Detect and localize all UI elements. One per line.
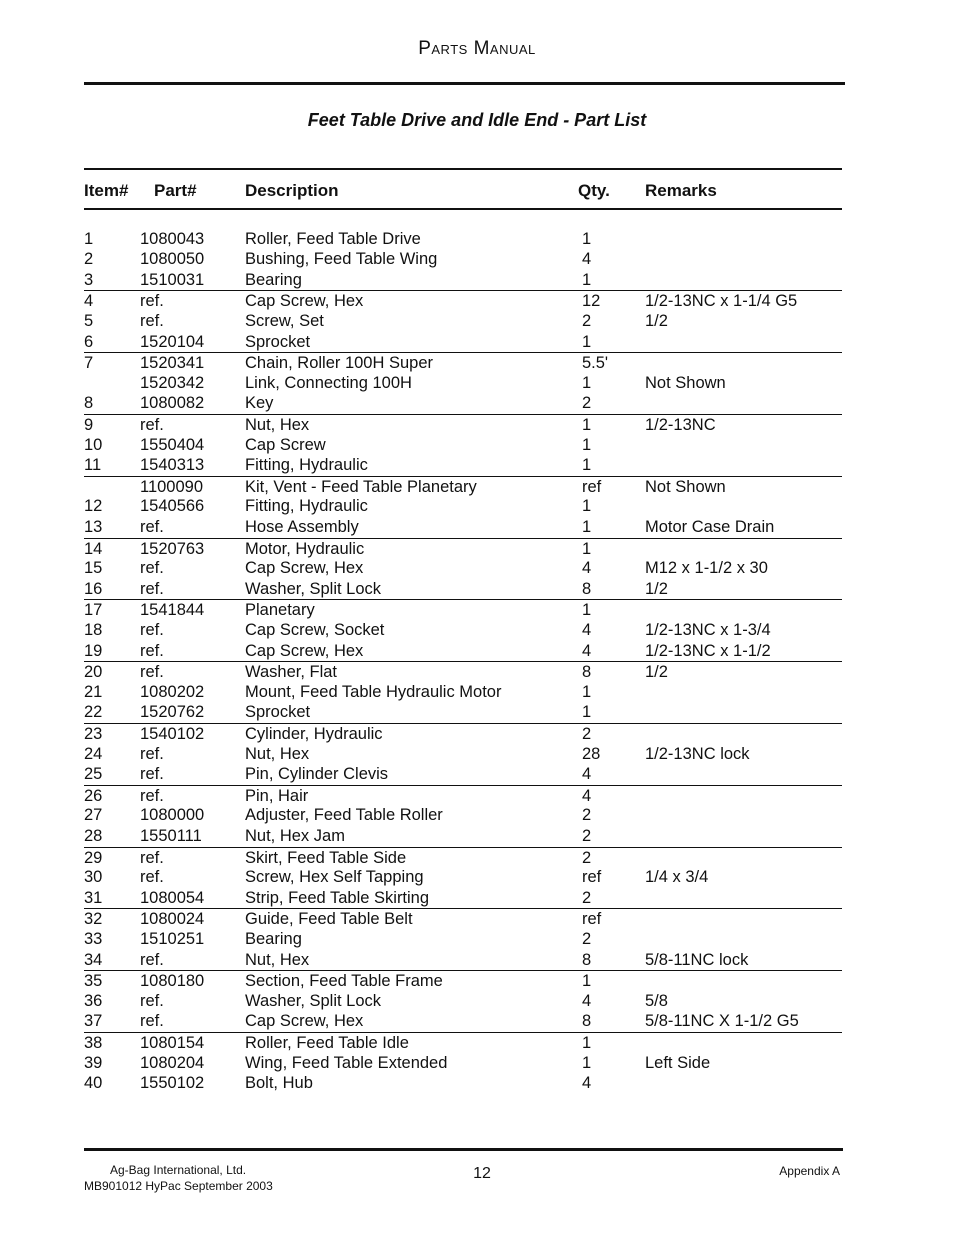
page-number: 12 — [473, 1165, 491, 1182]
cell-description: Sprocket — [245, 332, 311, 351]
cell-quantity: ref — [582, 910, 602, 929]
table-row — [84, 908, 842, 930]
cell-quantity: 12 — [582, 292, 601, 311]
cell-part-number: 1540566 — [140, 497, 205, 516]
table-row — [84, 311, 842, 332]
cell-part-number: ref. — [140, 765, 164, 784]
cell-part-number: 1080202 — [140, 682, 205, 701]
cell-part-number: ref. — [140, 848, 164, 867]
cell-item-number: 1 — [84, 229, 94, 248]
cell-part-number: 1520104 — [140, 332, 205, 351]
cell-part-number: ref. — [140, 744, 164, 763]
cell-description: Cap Screw — [245, 435, 326, 454]
table-row — [84, 929, 842, 950]
cell-description: Nut, Hex — [245, 744, 310, 763]
cell-remarks: 1/2-13NC — [645, 415, 716, 434]
cell-remarks: 5/8-11NC X 1-1/2 G5 — [645, 1012, 799, 1031]
cell-description: Bearing — [245, 929, 302, 948]
table-row — [84, 435, 842, 456]
cell-part-number: ref. — [140, 620, 164, 639]
cell-item-number: 32 — [84, 910, 103, 929]
cell-item-number: 11 — [84, 456, 102, 475]
cell-part-number: ref. — [140, 641, 164, 660]
cell-item-number: 3 — [84, 270, 94, 289]
cell-description: Roller, Feed Table Drive — [245, 229, 421, 248]
cell-description: Bearing — [245, 270, 302, 289]
cell-remarks: 1/2-13NC x 1-1/4 G5 — [645, 292, 798, 311]
table-row — [84, 538, 842, 560]
table-row — [84, 599, 842, 621]
table-row — [84, 805, 842, 826]
cell-description: Bushing, Feed Table Wing — [245, 250, 438, 269]
cell-quantity: 4 — [582, 1074, 592, 1093]
table-row — [84, 249, 842, 270]
cell-quantity: 1 — [582, 682, 592, 701]
cell-description: Screw, Set — [245, 311, 324, 330]
table-row — [84, 723, 842, 745]
cell-description: Nut, Hex Jam — [245, 826, 345, 845]
cell-quantity: 1 — [582, 373, 592, 392]
cell-description: Washer, Split Lock — [245, 991, 382, 1010]
cell-item-number: 20 — [84, 663, 103, 682]
cell-part-number: ref. — [140, 292, 164, 311]
cell-quantity: 4 — [582, 786, 592, 805]
table-row — [84, 620, 842, 641]
cell-description: Chain, Roller 100H Super — [245, 354, 434, 373]
cell-quantity: 2 — [582, 806, 592, 825]
cell-part-number: ref. — [140, 579, 164, 598]
cell-description: Wing, Feed Table Extended — [245, 1053, 448, 1072]
cell-quantity: 1 — [582, 539, 592, 558]
cell-quantity: 1 — [582, 270, 592, 289]
cell-item-number: 5 — [84, 311, 94, 330]
table-row — [84, 332, 842, 353]
table-row — [84, 661, 842, 683]
cell-item-number: 28 — [84, 826, 103, 845]
table-row — [84, 558, 842, 579]
cell-quantity: 8 — [582, 950, 592, 969]
cell-quantity: 2 — [582, 848, 592, 867]
cell-item-number: 10 — [84, 435, 103, 454]
cell-quantity: 4 — [582, 641, 592, 660]
cell-quantity: 1 — [582, 601, 592, 620]
cell-part-number: 1520762 — [140, 703, 205, 722]
cell-part-number: ref. — [140, 517, 164, 536]
cell-item-number: 36 — [84, 991, 103, 1010]
cell-description: Hose Assembly — [245, 517, 359, 536]
cell-quantity: 1 — [582, 517, 592, 536]
cell-part-number: 1080180 — [140, 972, 205, 991]
cell-quantity: 1 — [582, 456, 592, 475]
cell-quantity: 1 — [582, 332, 592, 351]
cell-quantity: 2 — [582, 929, 592, 948]
column-header-description: Description — [245, 181, 339, 200]
table-row — [84, 393, 842, 414]
table-row — [84, 496, 842, 517]
column-header-part: Part# — [154, 181, 197, 200]
cell-quantity: 4 — [582, 250, 592, 269]
table-row — [84, 641, 842, 662]
cell-quantity: 2 — [582, 826, 592, 845]
cell-item-number: 30 — [84, 868, 103, 887]
cell-quantity: 4 — [582, 991, 592, 1010]
table-row — [84, 414, 842, 436]
header-rule — [84, 82, 845, 85]
cell-item-number: 22 — [84, 703, 103, 722]
footer-company: Ag-Bag International, Ltd. — [110, 1163, 247, 1177]
table-row — [84, 270, 842, 291]
cell-item-number: 34 — [84, 950, 103, 969]
cell-remarks: 1/2 — [645, 663, 668, 682]
cell-description: Pin, Cylinder Clevis — [245, 765, 389, 784]
cell-quantity: 2 — [582, 888, 592, 907]
cell-part-number: ref. — [140, 1012, 164, 1031]
cell-part-number: 1550111 — [140, 826, 202, 845]
cell-quantity: 1 — [582, 1053, 592, 1072]
table-row — [84, 702, 842, 723]
cell-remarks: 1/2-13NC x 1-3/4 — [645, 620, 771, 639]
table-row — [84, 373, 842, 394]
cell-part-number: 1520341 — [140, 354, 205, 373]
part-list-title: Feet Table Drive and Idle End - Part List — [307, 110, 647, 130]
table-row — [84, 826, 842, 847]
cell-quantity: 8 — [582, 1012, 592, 1031]
cell-item-number: 33 — [84, 929, 103, 948]
cell-part-number: ref. — [140, 786, 164, 805]
cell-item-number: 23 — [84, 724, 103, 743]
cell-item-number: 9 — [84, 415, 94, 434]
cell-description: Roller, Feed Table Idle — [245, 1033, 409, 1052]
cell-quantity: 2 — [582, 394, 592, 413]
table-row — [84, 579, 842, 600]
table-row — [84, 1011, 842, 1032]
cell-item-number: 17 — [84, 601, 103, 620]
cell-part-number: ref. — [140, 663, 164, 682]
cell-remarks: M12 x 1-1/2 x 30 — [645, 559, 768, 578]
table-row — [84, 991, 842, 1012]
table-row — [84, 847, 842, 869]
table-row — [84, 455, 842, 476]
cell-remarks: 1/2 — [645, 311, 668, 330]
table-row — [84, 1053, 842, 1074]
cell-part-number: 1520342 — [140, 373, 205, 392]
cell-quantity: 8 — [582, 663, 592, 682]
cell-description: Nut, Hex — [245, 950, 310, 969]
table-row — [84, 867, 842, 888]
cell-part-number: ref. — [140, 950, 164, 969]
cell-part-number: 1080154 — [140, 1033, 205, 1052]
cell-remarks: 1/2-13NC lock — [645, 744, 750, 763]
cell-part-number: 1100090 — [140, 477, 204, 496]
cell-description: Cap Screw, Hex — [245, 559, 364, 578]
table-row — [84, 888, 842, 909]
cell-item-number: 26 — [84, 786, 103, 805]
cell-part-number: 1080204 — [140, 1053, 205, 1072]
cell-item-number: 19 — [84, 641, 103, 660]
cell-item-number: 25 — [84, 765, 103, 784]
cell-item-number: 15 — [84, 559, 103, 578]
cell-part-number: 1080082 — [140, 394, 205, 413]
cell-quantity: 8 — [582, 579, 592, 598]
table-row — [84, 970, 842, 992]
cell-quantity: 1 — [582, 1033, 592, 1052]
cell-description: Screw, Hex Self Tapping — [245, 868, 424, 887]
cell-quantity: 2 — [582, 724, 592, 743]
cell-description: Sprocket — [245, 703, 311, 722]
cell-description: Washer, Flat — [245, 663, 337, 682]
cell-description: Planetary — [245, 601, 315, 620]
table-top-rule — [84, 168, 842, 170]
cell-description: Bolt, Hub — [245, 1074, 313, 1093]
cell-quantity: 1 — [582, 435, 592, 454]
cell-item-number: 31 — [84, 888, 103, 907]
cell-part-number: 1541844 — [140, 601, 205, 620]
cell-quantity: 4 — [582, 620, 592, 639]
table-row — [84, 476, 842, 498]
cell-remarks: 1/4 x 3/4 — [645, 868, 709, 887]
cell-part-number: ref. — [140, 559, 164, 578]
cell-part-number: ref. — [140, 415, 164, 434]
cell-part-number: 1080054 — [140, 888, 205, 907]
cell-item-number: 7 — [84, 354, 94, 373]
cell-item-number: 29 — [84, 848, 103, 867]
cell-quantity: 1 — [582, 703, 592, 722]
footer-rule — [84, 1148, 843, 1151]
cell-description: Cap Screw, Hex — [245, 292, 364, 311]
cell-remarks: 5/8 — [645, 991, 668, 1010]
cell-remarks: Not Shown — [645, 373, 726, 392]
table-row — [84, 290, 842, 312]
cell-item-number: 39 — [84, 1053, 103, 1072]
cell-description: Washer, Split Lock — [245, 579, 382, 598]
cell-description: Cap Screw, Hex — [245, 641, 364, 660]
table-row — [84, 744, 842, 765]
cell-part-number: 1540102 — [140, 724, 205, 743]
cell-quantity: ref — [582, 868, 602, 887]
cell-quantity: 5.5' — [582, 354, 609, 373]
table-row — [84, 785, 842, 807]
cell-item-number: 4 — [84, 292, 94, 311]
cell-quantity: 2 — [582, 311, 592, 330]
cell-part-number: ref. — [140, 991, 164, 1010]
table-row — [84, 682, 842, 703]
cell-remarks: Motor Case Drain — [645, 517, 775, 536]
cell-item-number: 2 — [84, 250, 94, 269]
cell-part-number: 1080000 — [140, 806, 205, 825]
column-header-qty: Qty. — [578, 181, 610, 200]
cell-item-number: 35 — [84, 972, 103, 991]
cell-description: Section, Feed Table Frame — [245, 972, 443, 991]
footer-section: Appendix A — [779, 1164, 840, 1178]
cell-description: Fitting, Hydraulic — [245, 497, 368, 516]
cell-item-number: 24 — [84, 744, 103, 763]
cell-description: Cylinder, Hydraulic — [245, 724, 383, 743]
cell-item-number: 6 — [84, 332, 94, 351]
cell-quantity: 1 — [582, 497, 592, 516]
column-header-item: Item# — [84, 181, 129, 200]
cell-quantity: 1 — [582, 972, 592, 991]
cell-description: Cap Screw, Hex — [245, 1012, 364, 1031]
cell-item-number: 40 — [84, 1074, 103, 1093]
cell-part-number: 1510031 — [140, 270, 205, 289]
table-row — [84, 950, 842, 971]
cell-description: Motor, Hydraulic — [245, 539, 365, 558]
table-row — [84, 1032, 842, 1054]
cell-part-number: 1080024 — [140, 910, 205, 929]
cell-description: Strip, Feed Table Skirting — [245, 888, 430, 907]
cell-description: Kit, Vent - Feed Table Planetary — [245, 477, 477, 496]
cell-part-number: 1550102 — [140, 1074, 205, 1093]
cell-item-number: 16 — [84, 579, 103, 598]
table-row — [84, 517, 842, 538]
cell-item-number: 18 — [84, 620, 103, 639]
cell-item-number: 21 — [84, 682, 103, 701]
cell-part-number: ref. — [140, 868, 164, 887]
cell-part-number: 1510251 — [140, 929, 205, 948]
table-row — [84, 229, 842, 250]
cell-part-number: ref. — [140, 311, 164, 330]
cell-description: Cap Screw, Socket — [245, 620, 385, 639]
cell-remarks: 1/2 — [645, 579, 668, 598]
cell-description: Pin, Hair — [245, 786, 309, 805]
cell-remarks: 1/2-13NC x 1-1/2 — [645, 641, 771, 660]
cell-part-number: 1080050 — [140, 250, 205, 269]
cell-part-number: 1520763 — [140, 539, 205, 558]
column-header-remarks: Remarks — [645, 181, 717, 200]
cell-description: Guide, Feed Table Belt — [245, 910, 413, 929]
cell-description: Adjuster, Feed Table Roller — [245, 806, 443, 825]
cell-description: Key — [245, 394, 274, 413]
cell-item-number: 12 — [84, 497, 103, 516]
table-header-rule — [84, 208, 842, 210]
table-row — [84, 1073, 842, 1094]
cell-item-number: 8 — [84, 394, 94, 413]
cell-description: Link, Connecting 100H — [245, 373, 412, 392]
cell-description: Skirt, Feed Table Side — [245, 848, 407, 867]
table-row — [84, 352, 842, 374]
table-row — [84, 764, 842, 785]
cell-quantity: 28 — [582, 744, 601, 763]
cell-description: Fitting, Hydraulic — [245, 456, 368, 475]
cell-item-number: 37 — [84, 1012, 103, 1031]
cell-item-number: 38 — [84, 1033, 103, 1052]
cell-quantity: 1 — [582, 415, 592, 434]
cell-part-number: 1080043 — [140, 229, 205, 248]
page-header-title: Parts Manual — [418, 38, 536, 59]
cell-remarks: Not Shown — [645, 477, 726, 496]
cell-quantity: ref — [582, 477, 602, 496]
cell-item-number: 27 — [84, 806, 103, 825]
cell-description: Mount, Feed Table Hydraulic Motor — [245, 682, 502, 701]
cell-item-number: 13 — [84, 517, 103, 536]
footer-doc-id: MB901012 HyPac September 2003 — [84, 1179, 273, 1193]
cell-item-number: 14 — [84, 539, 103, 558]
cell-remarks: Left Side — [645, 1053, 711, 1072]
cell-quantity: 4 — [582, 765, 592, 784]
cell-description: Nut, Hex — [245, 415, 310, 434]
cell-part-number: 1540313 — [140, 456, 205, 475]
cell-part-number: 1550404 — [140, 435, 205, 454]
cell-remarks: 5/8-11NC lock — [645, 950, 749, 969]
cell-quantity: 4 — [582, 559, 592, 578]
cell-quantity: 1 — [582, 229, 592, 248]
